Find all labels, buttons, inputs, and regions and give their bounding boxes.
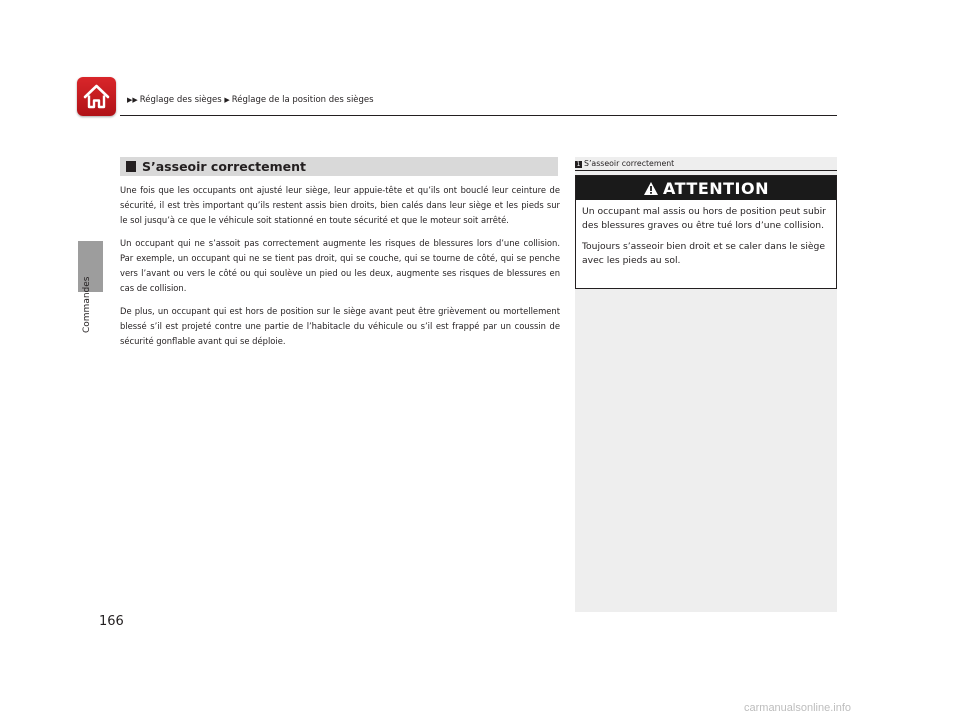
reference-number-icon: 1 [576,161,581,168]
page-number: 166 [99,614,124,629]
sidebar-heading-text: S’asseoir correctement [584,159,675,168]
warning-box [575,175,837,289]
breadcrumb [127,95,374,105]
home-icon [82,82,111,111]
body-paragraph: Un occupant qui ne s’assoit pas correctement augmente les risques de blessures lors d’une collision. Par exemple, un occupant qui ne se tient pas droit, qui se couche, qui se tourne de côté, qui se penche vers l’avant ou vers le côté ou qui soulève un pied ou les deux, augmente ses risques de blessures en cas de collision. [120,238,560,293]
warning-body [582,205,830,275]
warning-triangle-icon [643,181,659,196]
header-divider [120,115,837,116]
breadcrumb-arrow-icon: ▶▶ [127,96,138,104]
sidebar-heading[interactable] [575,159,837,168]
breadcrumb-link-seat-adjustment[interactable]: Réglage des sièges [139,95,222,105]
warning-label: ATTENTION [662,178,769,198]
section-square-icon [126,161,136,172]
warning-banner [576,176,836,200]
watermark: carmanualsonline.info [744,702,852,714]
sidebar-notes [575,157,837,612]
warning-paragraph: Toujours s’asseoir bien droit et se caler dans le siège avec les pieds au sol. [582,241,826,266]
warning-paragraph: Un occupant mal assis ou hors de position peut subir des blessures graves ou être tué lors d’une collision. [582,206,826,231]
home-button[interactable] [77,77,116,116]
body-paragraph: De plus, un occupant qui est hors de position sur le siège avant peut être grièvement ou mortellement blessé s’il est projeté contre une partie de l’habitacle du véhicule ou s’il est frappé par un coussin de sécurité gonflable avant qui se déploie. [120,306,560,346]
section-title: S’asseoir correctement [142,159,306,174]
section-header [120,157,558,176]
section-body [120,183,560,357]
chapter-tab-label[interactable]: Commandes [82,276,92,333]
sidebar-divider [575,170,837,171]
breadcrumb-link-seat-position[interactable]: Réglage de la position des sièges [231,95,374,105]
breadcrumb-arrow-icon: ▶ [224,96,230,104]
body-paragraph: Une fois que les occupants ont ajusté leur siège, leur appuie-tête et qu’ils ont bouclé leur ceinture de sécurité, il est très important qu’ils restent assis bien droits, bien calés dans leur siège et les pieds sur le sol jusqu’à ce que le véhicule soit stationné en toute sécurité et que le moteur soit arrêté. [120,185,560,225]
